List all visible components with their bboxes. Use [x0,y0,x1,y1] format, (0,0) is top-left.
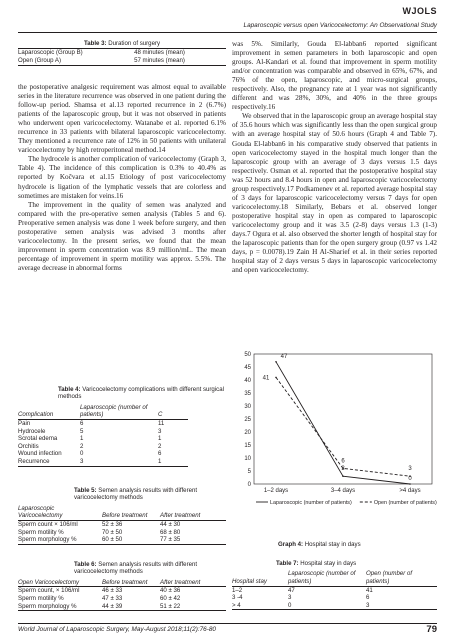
table-row [232,594,437,602]
table-row [18,529,226,537]
table-cell: 3 [158,427,162,435]
table-row [18,443,188,451]
y-tick-label: 15 [244,443,251,449]
table-cell: 52 ± 36 [102,521,123,528]
chart-axes [244,352,432,494]
table-cell: 57 minutes (mean) [134,57,226,65]
table-cell: 46 ± 33 [102,587,123,595]
table-cell: 68 ± 80 [160,528,181,536]
table-5-caption: Table 5: Semen analysis results with different varicocelectomy methods [74,487,198,502]
table-cell: 40 ± 36 [160,587,181,595]
table-cell: 44 ± 39 [102,603,160,611]
table-7 [232,560,437,610]
y-tick-label: 40 [244,378,251,384]
table-cell: Orchitis [18,442,39,450]
data-point [342,475,344,477]
table-7-grid [232,570,437,610]
table-row [232,602,437,610]
column-header: Laparoscopic Varicocelectomy [18,505,102,521]
table-cell: Sperm morphology % [18,603,102,611]
table-cell: Sperm morphology % [18,536,102,544]
right-column-text [232,40,437,275]
table-cell: 1 [158,458,188,466]
table-row [18,595,226,603]
y-tick-label: 35 [244,391,251,397]
table-cell: 0 [80,450,84,458]
table-cell: 1 [80,435,84,443]
table-cell: 51 ± 22 [160,603,226,611]
legend-label: Laparoscopic (number of patients) [270,500,352,506]
paragraph: The hydrocele is another complication of varicocelectomy (Graph 3, Table 4). The incidence of this complication is 0.3% to 40.4% as reported by Kočvara et al.15 Etiology of post varicocelectomy hydrocele is ligation of the lymphatic vessels that are colorless and sometimes are mistaken for veins.16 [18,155,226,200]
table-6-grid [18,579,226,611]
y-tick-label: 0 [247,482,251,488]
table-cell: 0 [288,602,366,610]
paragraph: We observed that in the laparoscopic group an average hospital stay of 35.6 hours which was significantly less than the open surgical group with an average hospital stay of 50.6 hours (Graph 4 and Table 7). Gouda El-labban6 in his comparative study observed that patients in open varicocelectomy stayed in the hospital much longer than the laparoscopic group with an average of 3 days versus 1.5 days respectively. Osman et al. reported that the postoperative hospital stay was 52 hours and 8.4 hours in open and laparoscopic varicocelectomy group respectively.17 Podkamenev et al. reported average hospital stay of 3 days for laparoscopic varicocelectomy versus 7 days for open varicocelectomy.18 Similarly, Bebars et al. observed longer postoperative hospital stay in open as compared to laparoscopic varicocelectomy group and it was 3.5 (2-8) days versus 1.3 (1-3) days.7 Ogura et al. also observed the shorter length of hospital stay for the laparoscopic patients than for the open surgery group (0.97 vs 1.42 days, p = 0.0078).19 Zain H Al-Sharief et al. in their series reported hospital stay of 2 days versus 5 days in laparoscopic varicocelectomy and open varicocelectomy. [232,112,438,275]
table-cell: 3 [366,602,437,610]
y-tick-label: 50 [244,352,251,358]
table-cell: 6 [366,594,370,602]
table-row [18,57,226,65]
table-cell: 3 [80,458,158,466]
table-row [18,521,226,529]
data-label: 3 [408,466,412,473]
column-header: Open Varicocelectomy [18,579,102,587]
table-cell: 44 ± 30 [160,521,181,528]
table-cell: 70 ± 50 [102,528,123,536]
table-cell: 47 ± 33 [102,595,123,602]
table-3-grid [18,48,226,65]
table-cell: 3 -4 [232,594,243,602]
page-number: 79 [426,624,437,635]
chart-legend [256,500,437,506]
column-header: Laparoscopic (number of patients) [288,570,366,586]
table-cell: Sperm motility % [18,528,64,536]
table-cell: Pain [18,420,31,427]
data-point [409,483,411,485]
table-cell: 3 [288,594,292,602]
table-header-row [18,579,226,587]
table-cell: 5 [80,427,84,435]
table-row [18,603,226,611]
data-label: 0 [408,476,412,482]
table-7-caption: Table 7: Hospital stay in days [276,560,357,567]
table-cell: Sperm motility % [18,595,64,602]
y-tick-label: 30 [244,404,251,410]
header-rule [18,32,437,33]
y-tick-label: 5 [247,469,251,475]
y-tick-label: 25 [244,417,251,423]
table-header-row [232,570,437,586]
table-cell: 2 [80,442,84,450]
table-cell: 47 [288,586,295,594]
table-cell: Scrotal edema [18,435,58,443]
column-header: Complication [18,404,80,420]
y-tick-label: 10 [244,456,251,462]
table-cell: 41 [366,586,373,594]
table-cell: 1 [158,435,162,443]
table-cell: 6 [80,420,84,427]
graph-4-caption: Graph 4: Hospital stay in days [278,541,361,548]
x-tick-label: >4 days [399,488,421,494]
column-header: Open (number of patients) [366,570,437,586]
table-row [18,428,188,436]
table-cell: Laparoscopic (Group B) [18,49,83,57]
hospital-stay-chart [232,346,440,532]
column-header: Before treatment [102,505,160,521]
table-row [18,587,226,595]
column-header: After treatment [160,505,226,521]
table-cell: Sperm count, × 106/ml [18,587,80,595]
table-cell: Hydrocele [18,427,46,435]
table-header-row [18,404,188,420]
data-label: 47 [280,353,288,360]
table-3-caption: Table 3: Duration of surgery [83,40,161,47]
table-cell: 1–2 [232,586,243,594]
data-label: 3 [341,466,345,473]
plot-area [254,354,432,484]
y-tick-label: 20 [244,430,251,436]
table-cell: 11 [158,420,165,427]
column-header: C [158,404,188,420]
running-title: Laparoscopic versus open Varicocelectomy: An Observational Study [243,22,437,29]
table-row [18,420,188,428]
footer-rule [18,623,437,624]
journal-footer: World Journal of Laparoscopic Surgery, May-August 2018;11(2):76-80 [18,626,216,633]
table-5 [18,487,226,545]
table-cell: 2 [158,442,162,450]
table-row [18,435,188,443]
left-column-text [18,83,226,273]
column-header: After treatment [160,579,226,587]
paragraph: the postoperative analgesic requirement was almost equal to available series in the literature recurrence was observed in one patient during the follow-up period. Shamsa et al.13 reported recurrence in 2 (6.7%) patients of the laparoscopic group, but it was not observed in patients who underwent open varicocelectomy. Watanabe et al. reported 6.1% recurrence in 33 patients with bilateral laparoscopic varicocelectomy. They mentioned a recurrence rate of 12% in 50 patients with unilateral varicocelectomy by high retroperitoneal method.14 [18,83,226,155]
legend-label: Open (number of patients) [373,500,437,506]
table-6 [18,561,226,611]
table-6-caption: Table 6: Semen analysis results with different varicocelectomy methods [74,561,198,576]
table-cell: 48 minutes (mean) [134,49,185,57]
table-cell: 60 ± 50 [102,536,160,544]
table-4-caption: Table 4: Varicocelectomy complications with different surgical methods [58,386,224,401]
table-5-grid [18,505,226,545]
table-header-row [18,505,226,521]
table-cell: 60 ± 42 [160,595,181,602]
table-cell: Sperm count × 106/ml [18,521,78,528]
paragraph: The improvement in the quality of semen was analyzed and compared with the pre-operative semen analysis (Tables 5 and 6). Preoperative semen analysis was done 1 week before surgery, and then postoperative semen analysis was advised 3 months after varicocelectomy. In the present series, we found that the mean improvement in sperm concentration was 8.9 million/mL. The mean percentage of improvement in sperm motility was approx. 5.5%. The average decrease in abnormal forms [18,200,226,272]
table-row [18,450,188,458]
table-cell: Wound infection [18,450,62,458]
y-tick-label: 45 [244,365,251,371]
data-label: 41 [262,375,270,382]
table-row [232,586,437,594]
table-row [18,458,188,466]
x-tick-label: 3–4 days [330,488,356,494]
table-cell: 77 ± 35 [160,536,226,544]
table-4-grid [18,404,188,467]
table-4 [18,386,226,467]
data-point [275,377,277,379]
table-3 [18,40,226,66]
table-row [18,536,226,544]
column-header: Before treatment [102,579,160,587]
column-header: Laparoscopic (number of patients) [80,404,158,420]
data-label: 6 [341,458,345,465]
x-tick-label: 1–2 days [263,488,289,494]
table-cell: > 4 [232,602,288,610]
table-cell: 6 [158,450,162,458]
table-cell: Open (Group A) [18,57,134,65]
table-row [18,49,226,57]
data-point [275,361,277,363]
column-header: Hospital stay [232,570,288,586]
paragraph: was 5%. Similarly, Gouda El-labban6 reported significant improvement in semen parameters in both laparoscopic and open groups. Al-Kandari et al. found that improvement in sperm motility and/or concentration was comparable and observed in 65%, 67%, and 76% of the open, laparoscopic, and micro-surgical groups, respectively. Also, the pregnancy rate at 1 year was not significantly different and was 28%, 30%, and 40% in the three groups respectively.16 [232,40,437,112]
journal-brand: WJOLS [402,6,437,16]
table-cell: Recurrence [18,458,80,466]
